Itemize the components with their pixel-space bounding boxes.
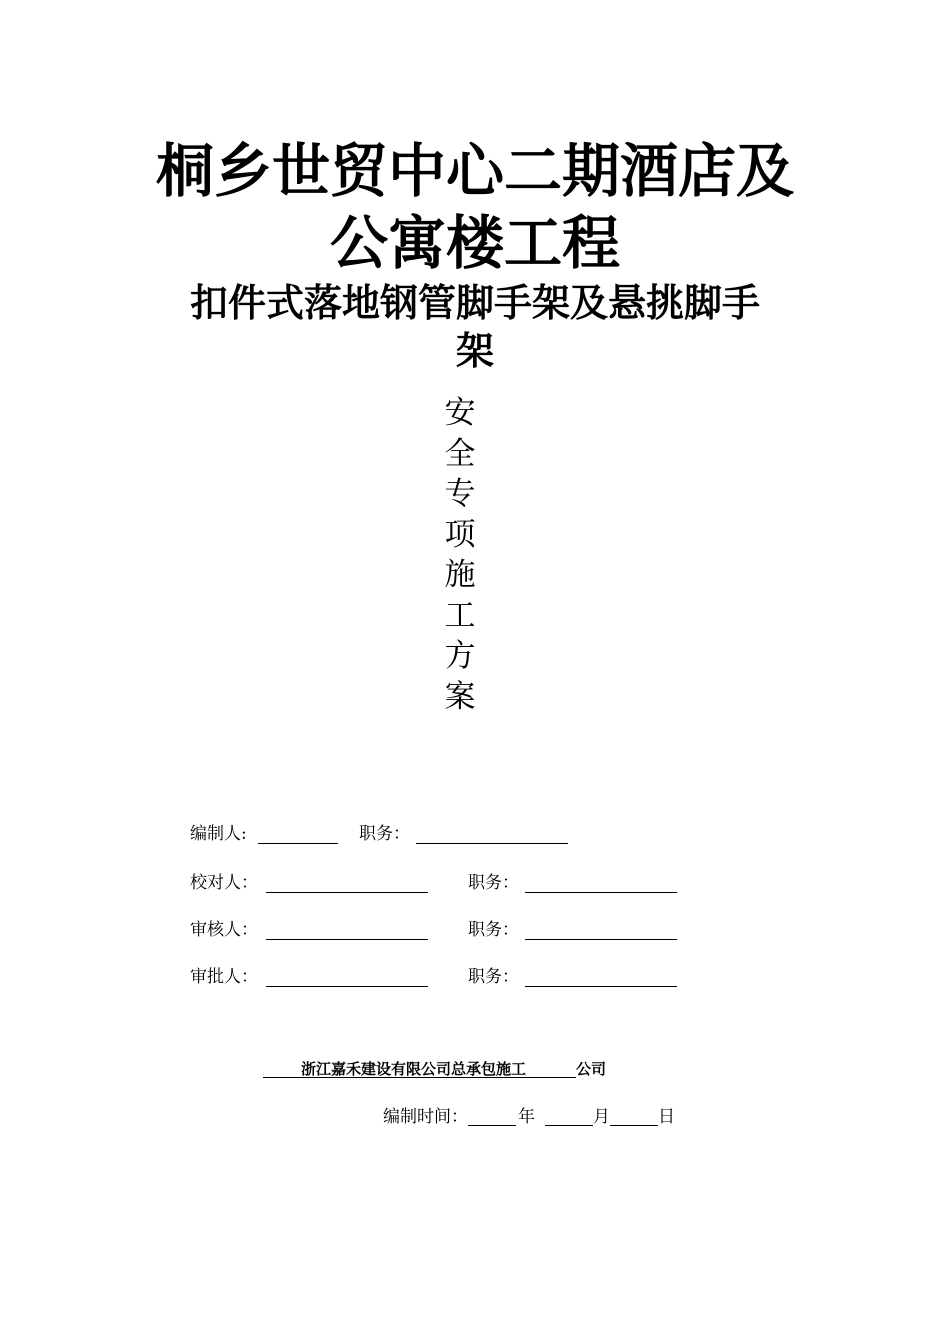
year-unit: 年 (518, 1107, 535, 1127)
day-blank-line (610, 1106, 658, 1126)
position-label: 职务： (468, 967, 519, 987)
doc-type-char: 项 (444, 516, 476, 553)
doc-type-char: 案 (444, 678, 476, 715)
position-label: 职务： (468, 920, 519, 940)
position-label: 职务： (359, 824, 410, 844)
reviewer-label: 审核人： (190, 920, 258, 940)
doc-type-char: 专 (444, 476, 476, 512)
position-label: 职务： (468, 873, 519, 893)
date-line (383, 1106, 675, 1128)
year-blank-line (468, 1106, 516, 1126)
approver-row (190, 966, 690, 988)
month-blank-line (545, 1106, 593, 1126)
compiler-row (190, 823, 590, 845)
project-title-line-2: 公寓楼工程 (329, 209, 620, 277)
company-name-underlined (263, 1058, 576, 1078)
reviewer-blank-line (266, 939, 428, 940)
company-name: 浙江嘉禾建设有限公司总承包施工 (301, 1060, 527, 1078)
day-unit: 日 (658, 1107, 675, 1127)
project-title-line-1: 桐乡世贸中心二期酒店及 (155, 137, 794, 205)
position-blank-line (525, 986, 677, 987)
subtitle-line-2: 架 (455, 329, 494, 373)
proofreader-row (190, 872, 690, 894)
position-blank-line (416, 843, 568, 844)
doc-type-char: 全 (444, 435, 476, 472)
position-blank-line (525, 939, 677, 940)
approver-label: 审批人： (190, 967, 258, 987)
subtitle-line-1: 扣件式落地钢管脚手架及悬挑脚手 (189, 281, 760, 325)
reviewer-row (190, 919, 690, 941)
project-title (0, 135, 950, 279)
compiler-blank-line (258, 843, 338, 844)
doc-type-char: 方 (444, 638, 476, 674)
position-blank-line (525, 892, 677, 893)
date-label: 编制时间： (383, 1107, 468, 1127)
approver-blank-line (266, 986, 428, 987)
company-suffix: 公司 (576, 1060, 607, 1078)
proofreader-label: 校对人： (190, 873, 258, 893)
doc-type-char: 工 (444, 597, 476, 634)
compiler-label: 编制人: (190, 824, 247, 844)
document-type-vertical (440, 393, 480, 717)
document-subtitle (0, 279, 950, 375)
doc-type-char: 施 (444, 557, 476, 593)
company-line (263, 1058, 606, 1080)
doc-type-char: 安 (444, 395, 476, 431)
month-unit: 月 (593, 1107, 610, 1127)
proofreader-blank-line (266, 892, 428, 893)
